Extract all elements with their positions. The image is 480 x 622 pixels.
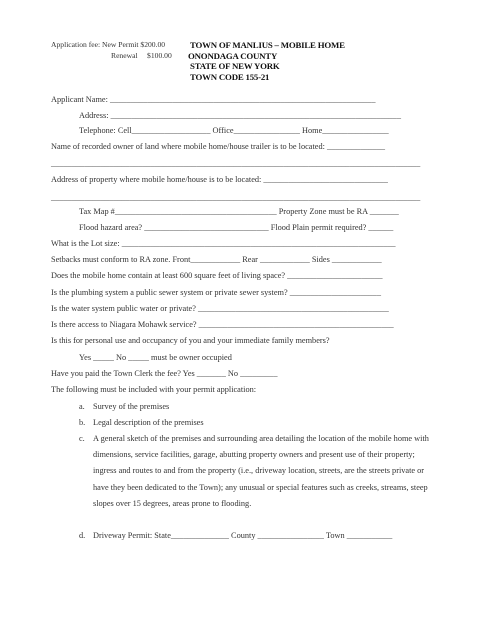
list-item: A general sketch of the premises and surrounding area detailing the location of the mobile home with dimensions, service facilities, garage, abutting property owners and present use of their property; ingress and routes to and from the property (i.e., driveway location, streets, are the streets private or have they been dedicated to the Town); any unusual or special features such as creeks, streams, steep slopes over 15 degrees, areas prone to flooding.	[93, 434, 429, 508]
tax-map-field[interactable]: Tax Map #_______________________________________ Property Zone must be RA _______	[79, 207, 399, 216]
square-feet-field[interactable]: Does the mobile home contain at least 600 square feet of living space? _______________________	[51, 271, 383, 280]
address-field[interactable]: Address: ______________________________________________________________________	[79, 111, 401, 120]
setbacks-field[interactable]: Setbacks must conform to RA zone. Front____________ Rear ____________ Sides ____________	[51, 255, 382, 264]
water-system-field[interactable]: Is the water system public water or private? ______________________________________________	[51, 304, 389, 313]
telephone-field[interactable]: Telephone: Cell___________________ Office________________ Home________________	[79, 126, 389, 135]
occupancy-question: Is this for personal use and occupancy of you and your immediate family members?	[51, 336, 330, 345]
state-title: STATE OF NEW YORK	[190, 61, 280, 71]
plumbing-field[interactable]: Is the plumbing system a public sewer system or private sewer system? ______________________	[51, 288, 381, 297]
fee-new-permit: Application fee: New Permit $200.00	[51, 40, 166, 49]
item-marker: c.	[79, 434, 85, 443]
flood-hazard-field[interactable]: Flood hazard area? ______________________________ Flood Plain permit required? ______	[79, 223, 394, 232]
property-address-continuation[interactable]: _________________________________________________________________________________________	[51, 193, 421, 202]
lot-size-field[interactable]: What is the Lot size: __________________________________________________________________	[51, 239, 396, 248]
item-marker: a.	[79, 402, 85, 411]
item-marker: d.	[79, 531, 86, 540]
occupancy-yes-no-field[interactable]: Yes _____ No _____ must be owner occupied	[79, 353, 232, 362]
fee-paid-field[interactable]: Have you paid the Town Clerk the fee? Yes _______ No _________	[51, 369, 278, 378]
town-title: TOWN OF MANLIUS – MOBILE HOME	[190, 40, 345, 50]
property-address-field[interactable]: Address of property where mobile home/house is to be located: ______________________________	[51, 175, 388, 184]
owner-name-continuation[interactable]: _________________________________________________________________________________________	[51, 159, 421, 168]
item-marker: b.	[79, 418, 86, 427]
town-code: TOWN CODE 155-21	[190, 72, 270, 82]
driveway-permit-field[interactable]: Driveway Permit: State______________ County ________________ Town ___________	[93, 531, 393, 540]
applicant-name-field[interactable]: Applicant Name: ________________________________________________________________	[51, 95, 376, 104]
niagara-mohawk-field[interactable]: Is there access to Niagara Mohawk service? _______________________________________________	[51, 320, 394, 329]
list-item: Legal description of the premises	[93, 418, 204, 427]
county-title: ONONDAGA COUNTY	[188, 51, 278, 61]
owner-name-field[interactable]: Name of recorded owner of land where mobile home/house trailer is to be located: ______________	[51, 142, 386, 151]
must-include-heading: The following must be included with your permit application:	[51, 385, 257, 394]
fee-renewal: Renewal $100.00	[111, 51, 172, 60]
list-item: Survey of the premises	[93, 402, 170, 411]
